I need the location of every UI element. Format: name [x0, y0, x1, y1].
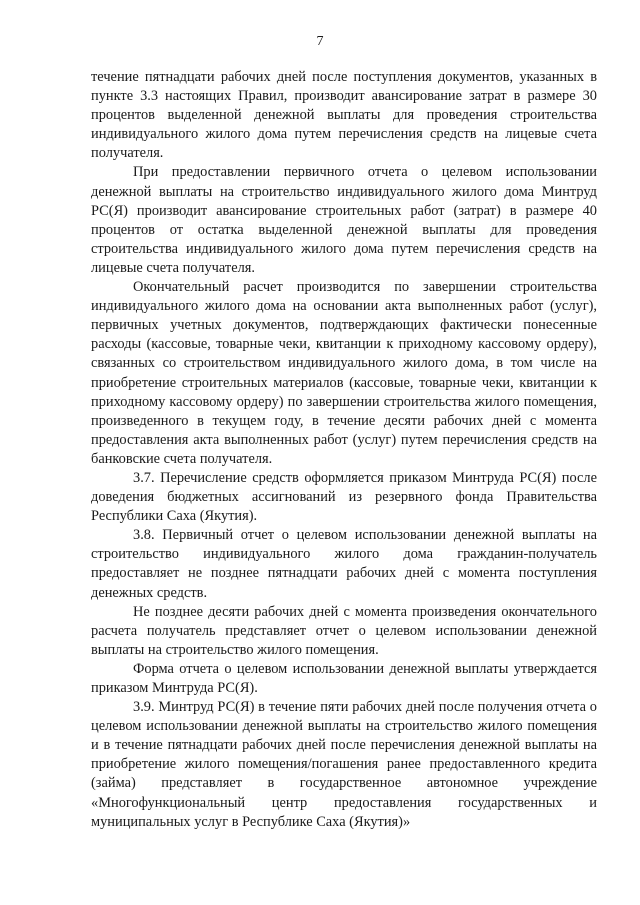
- paragraph-3-9: 3.9. Минтруд РС(Я) в течение пяти рабочих дней после получения отчета о целевом использовании денежной выплаты на строительство жилого помещения и в течение пятнадцати рабочих дней после перечисления денежной выплаты на приобретение жилого помещения/погашения ранее предоставленного кредита (займа) представляет в государственное автономное учреждение «Многофункциональный центр предоставления государственных и муниципальных услуг в Республике Саха (Якутия)»: [91, 699, 597, 830]
- paragraph-continuation: течение пятнадцати рабочих дней после поступления документов, указанных в пункте 3.3 настоящих Правил, производит авансирование затрат в размере 30 процентов выделенной денежной выплаты для проведения строительства индивидуального жилого дома путем перечисления средств на лицевые счета получателя.: [91, 69, 597, 162]
- page-number: 7: [316, 34, 324, 49]
- paragraph-report-form: Форма отчета о целевом использовании денежной выплаты утверждается приказом Минтруда РС(Я).: [91, 660, 597, 696]
- document-body: [91, 68, 597, 832]
- paragraph-3-8: 3.8. Первичный отчет о целевом использовании денежной выплаты на строительство индивидуального жилого дома гражданин-получатель предоставляет не позднее пятнадцати рабочих дней с момента поступления денежных средств.: [91, 527, 597, 601]
- paragraph-primary-report-advance: При предоставлении первичного отчета о целевом использовании денежной выплаты на строительство индивидуального жилого дома Минтруд РС(Я) производит авансирование строительных работ (затрат) в размере 40 процентов от остатка выделенной денежной выплаты для проведения строительства индивидуального жилого дома путем перечисления средств на лицевые счета получателя.: [91, 164, 597, 276]
- paragraph-final-settlement: Окончательный расчет производится по завершении строительства индивидуального жилого дома на основании акта выполненных работ (услуг), первичных учетных документов, подтверждающих фактически понесенные расходы (кассовые, товарные чеки, квитанции к приходному кассовому ордеру), связанных со строительством индивидуального жилого дома, в том числе на приобретение строительных материалов (кассовые, товарные чеки, квитанции к приходному кассовому ордеру) по завершении строительства жилого помещения, произведенного в текущем году, в течение десяти рабочих дней с момента предоставления акта выполненных работ (услуг) путем перечисления средств на банковские счета получателя.: [91, 279, 597, 467]
- paragraph-final-report-deadline: Не позднее десяти рабочих дней с момента произведения окончательного расчета получатель представляет отчет о целевом использовании денежной выплаты на строительство жилого помещения.: [91, 603, 597, 658]
- paragraph-3-7: 3.7. Перечисление средств оформляется приказом Минтруда РС(Я) после доведения бюджетных ассигнований из резервного фонда Правительства Республики Саха (Якутия).: [91, 469, 597, 525]
